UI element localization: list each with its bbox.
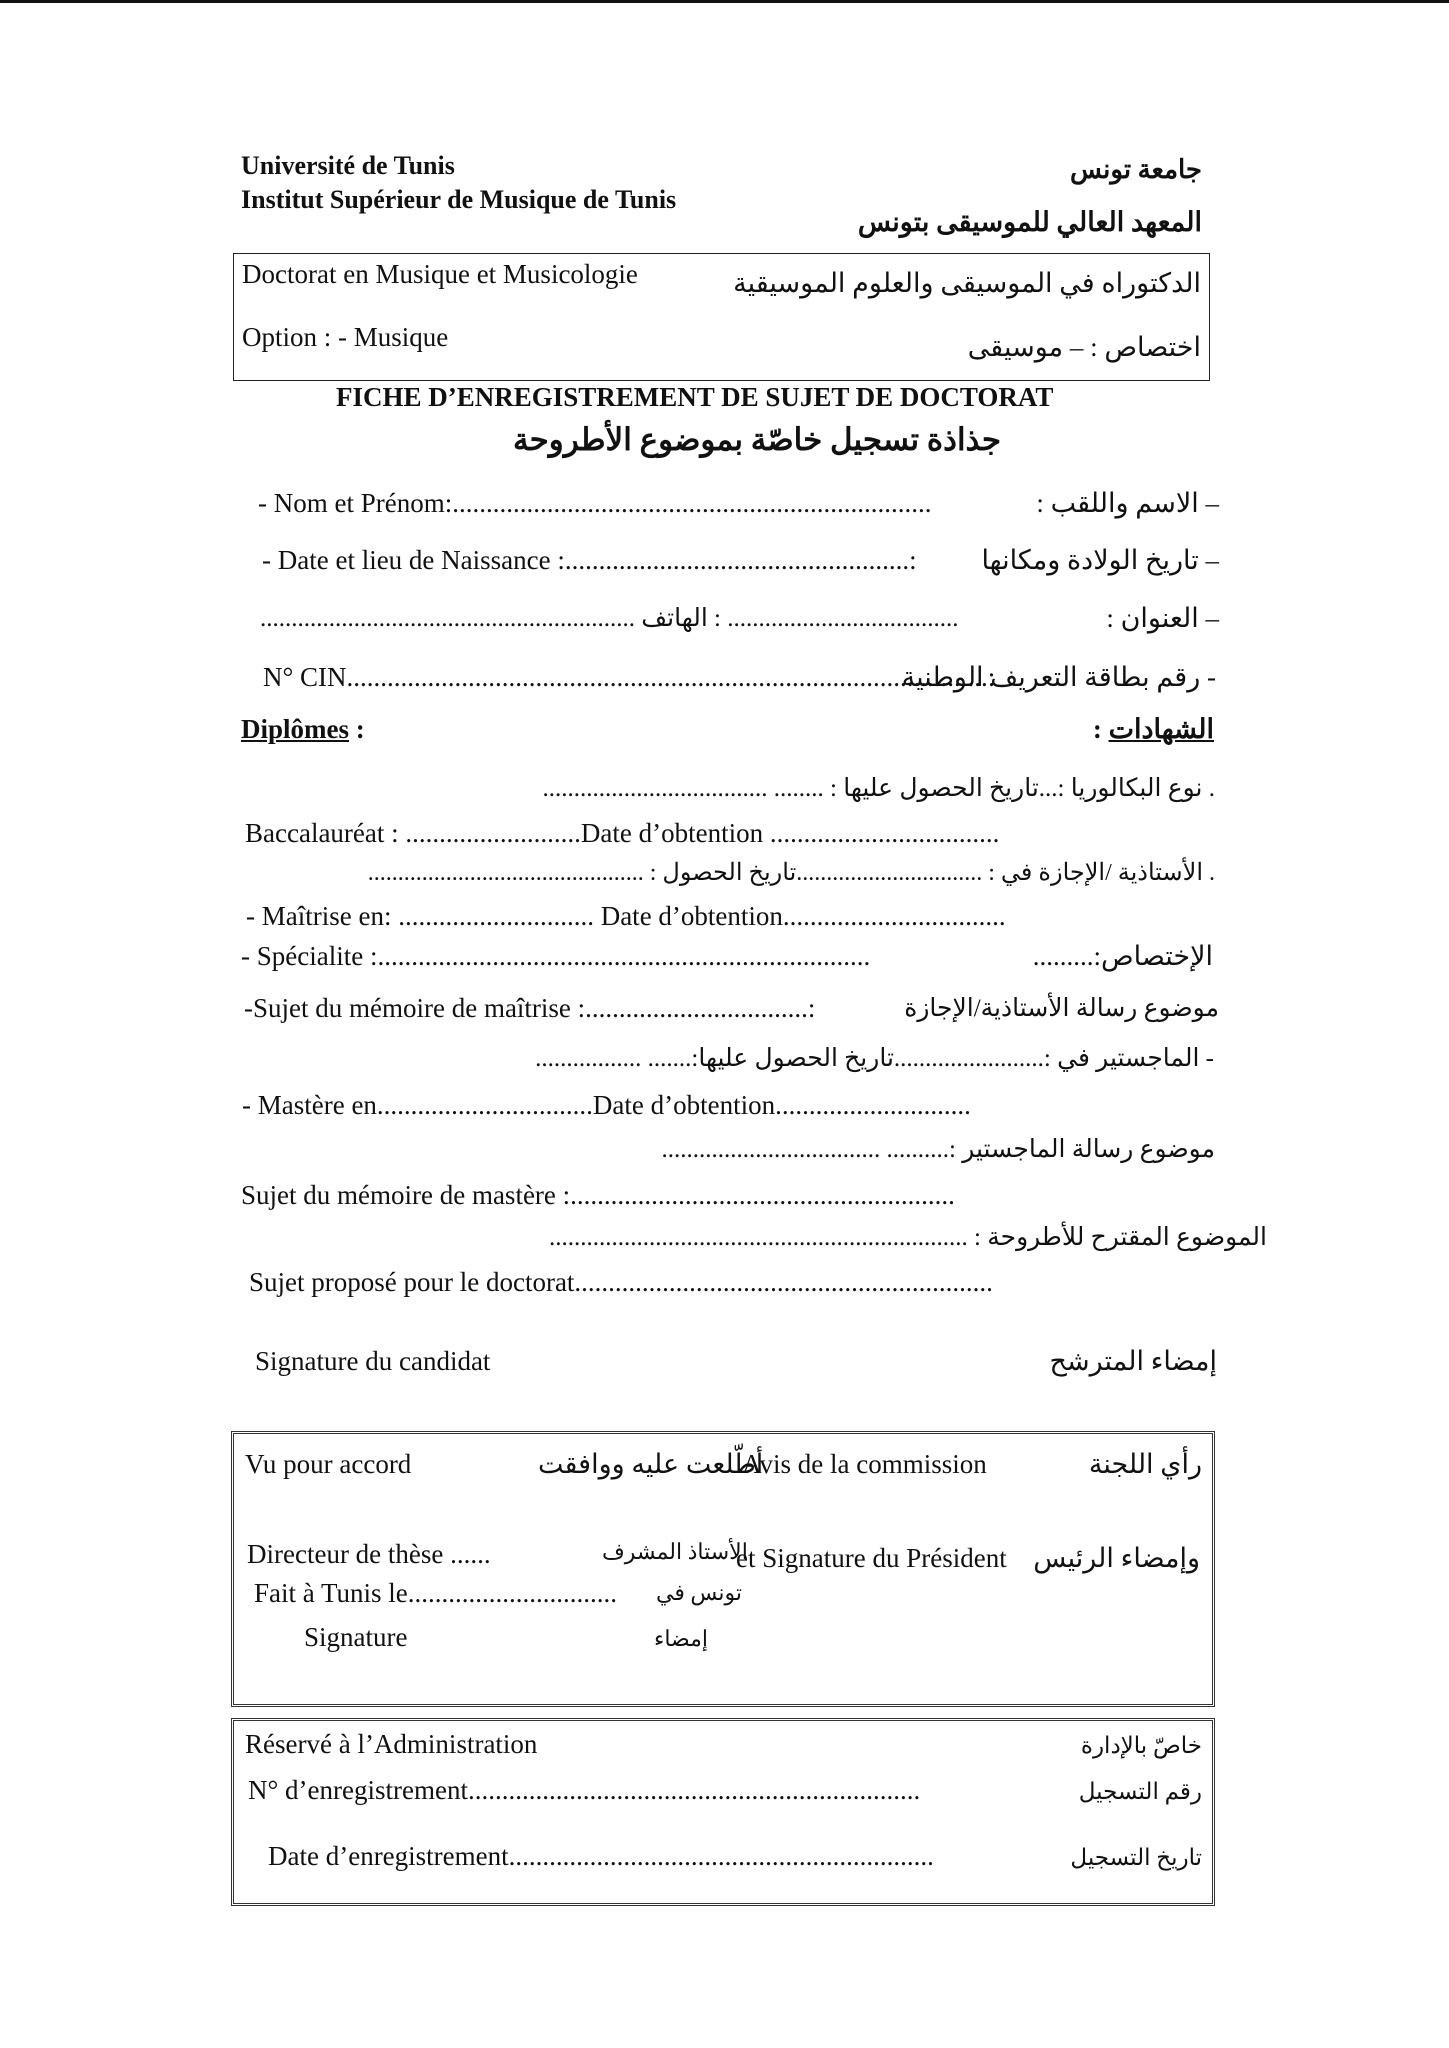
cin-field-ar: - رقم بطاقة التعريف الوطنية [901,662,1216,692]
doctorate-label-fr: Doctorat en Musique et Musicologie [242,259,638,289]
address-field-ar: – العنوان : [1106,603,1219,633]
registration-date-fr: Date d’enregistrement............................................................... [268,1841,934,1871]
directeur-these-fr: Directeur de thèse ...... [247,1539,491,1569]
birth-field-ar: – تاريخ الولادة ومكانها [981,545,1219,575]
mastere-field-fr: - Mastère en................................Date d’obtention............................. [242,1090,971,1120]
specialite-field-fr: - Spécialite :......................................................................... [241,941,871,971]
bac-field-fr: Baccalauréat : ..........................Date d’obtention .................................. [245,818,1000,848]
bac-field-ar: . نوع البكالوريا :...تاريخ الحصول عليها : ........ .................................... [542,775,1215,802]
fait-a-tunis-fr: Fait à Tunis le............................... [254,1578,618,1608]
administration-box [231,1718,1215,1906]
name-field-ar: – الاسم واللقب : [1036,488,1219,518]
vu-pour-accord-ar: أطّلعت عليه ووافقت [538,1449,764,1479]
registration-number-ar: رقم التسجيل [1078,1779,1202,1804]
candidate-signature-ar: إمضاء المترشح [1049,1346,1217,1376]
name-field-fr: - Nom et Prénom:....................................................................... [258,488,932,518]
top-scan-border [0,0,1449,3]
option-label-ar: اختصاص : – موسيقى [967,332,1201,362]
licence-field-ar: . الأستاذية /الإجازة في : ...............................تاريخ الحصول : .............................................. [367,860,1215,886]
director-signature-fr: Signature [304,1622,408,1652]
approval-box [231,1431,1215,1707]
maitrise-field-fr: - Maîtrise en: ............................. Date d’obtention................................. [246,901,1006,931]
diplomas-heading-ar: الشهادات : [1092,714,1214,744]
fait-a-tunis-ar: تونس في [656,1580,743,1605]
option-label-fr: Option : - Musique [242,322,449,352]
phone-field: ..................................... : الهاتف ............................................................ [260,605,959,632]
diplomas-heading-fr: Diplômes : [241,714,365,744]
vu-pour-accord-fr: Vu pour accord [245,1449,412,1479]
master-thesis-field-ar: موضوع رسالة الماجستير :.......... ................................... [661,1136,1215,1163]
cin-field-fr: N° CIN...............................................................................................: [263,662,996,692]
program-box [233,253,1210,381]
director-signature-ar: إمضاء [654,1626,709,1651]
registration-number-fr: N° d’enregistrement................................................................... [248,1775,921,1805]
memoire-mastere-field-fr: Sujet du mémoire de mastère :......................................................... [241,1180,955,1210]
form-title-fr: FICHE D’ENREGISTREMENT DE SUJET DE DOCTORAT [336,382,1054,412]
directeur-these-ar: الأستاذ المشرف [602,1539,748,1564]
memoire-maitrise-field-ar: موضوع رسالة الأستاذية/الإجازة [904,995,1219,1022]
university-name-ar: جامعة تونس [1070,155,1202,184]
avis-commission-ar: رأي اللجنة [1088,1449,1202,1479]
avis-commission-fr: Avis de la commission [742,1449,987,1479]
birth-field-fr: - Date et lieu de Naissance :...................................................: [262,545,917,575]
candidate-signature-fr: Signature du candidat [255,1346,491,1376]
proposed-subject-field-fr: Sujet proposé pour le doctorat.............................................................. [249,1267,993,1297]
university-name-fr: Université de Tunis [241,151,455,180]
master-field-ar: - الماجستير في :........................تاريخ الحصول عليها:....... ................. [535,1045,1214,1072]
signature-president-ar: وإمضاء الرئيس [1033,1543,1200,1573]
form-title-ar: جذاذة تسجيل خاصّة بموضوع الأطروحة [513,422,1001,457]
institute-name-ar: المعهد العالي للموسيقى بتونس [857,207,1202,237]
specialite-field-ar: الإختصاص:......... [1032,941,1213,971]
proposed-subject-field-ar: الموضوع المقترح للأطروحة : ................................................................... [549,1224,1267,1251]
institute-name-fr: Institut Supérieur de Musique de Tunis [241,185,677,214]
reserved-admin-fr: Réservé à l’Administration [245,1729,538,1759]
reserved-admin-ar: خاصّ بالإدارة [1080,1733,1202,1758]
memoire-maitrise-field-fr: -Sujet du mémoire de maîtrise :.................................: [244,993,816,1023]
registration-date-ar: تاريخ التسجيل [1070,1845,1202,1870]
doctorate-label-ar: الدكتوراه في الموسيقى والعلوم الموسيقية [733,268,1201,298]
signature-president-fr: et Signature du Président [736,1543,1007,1573]
